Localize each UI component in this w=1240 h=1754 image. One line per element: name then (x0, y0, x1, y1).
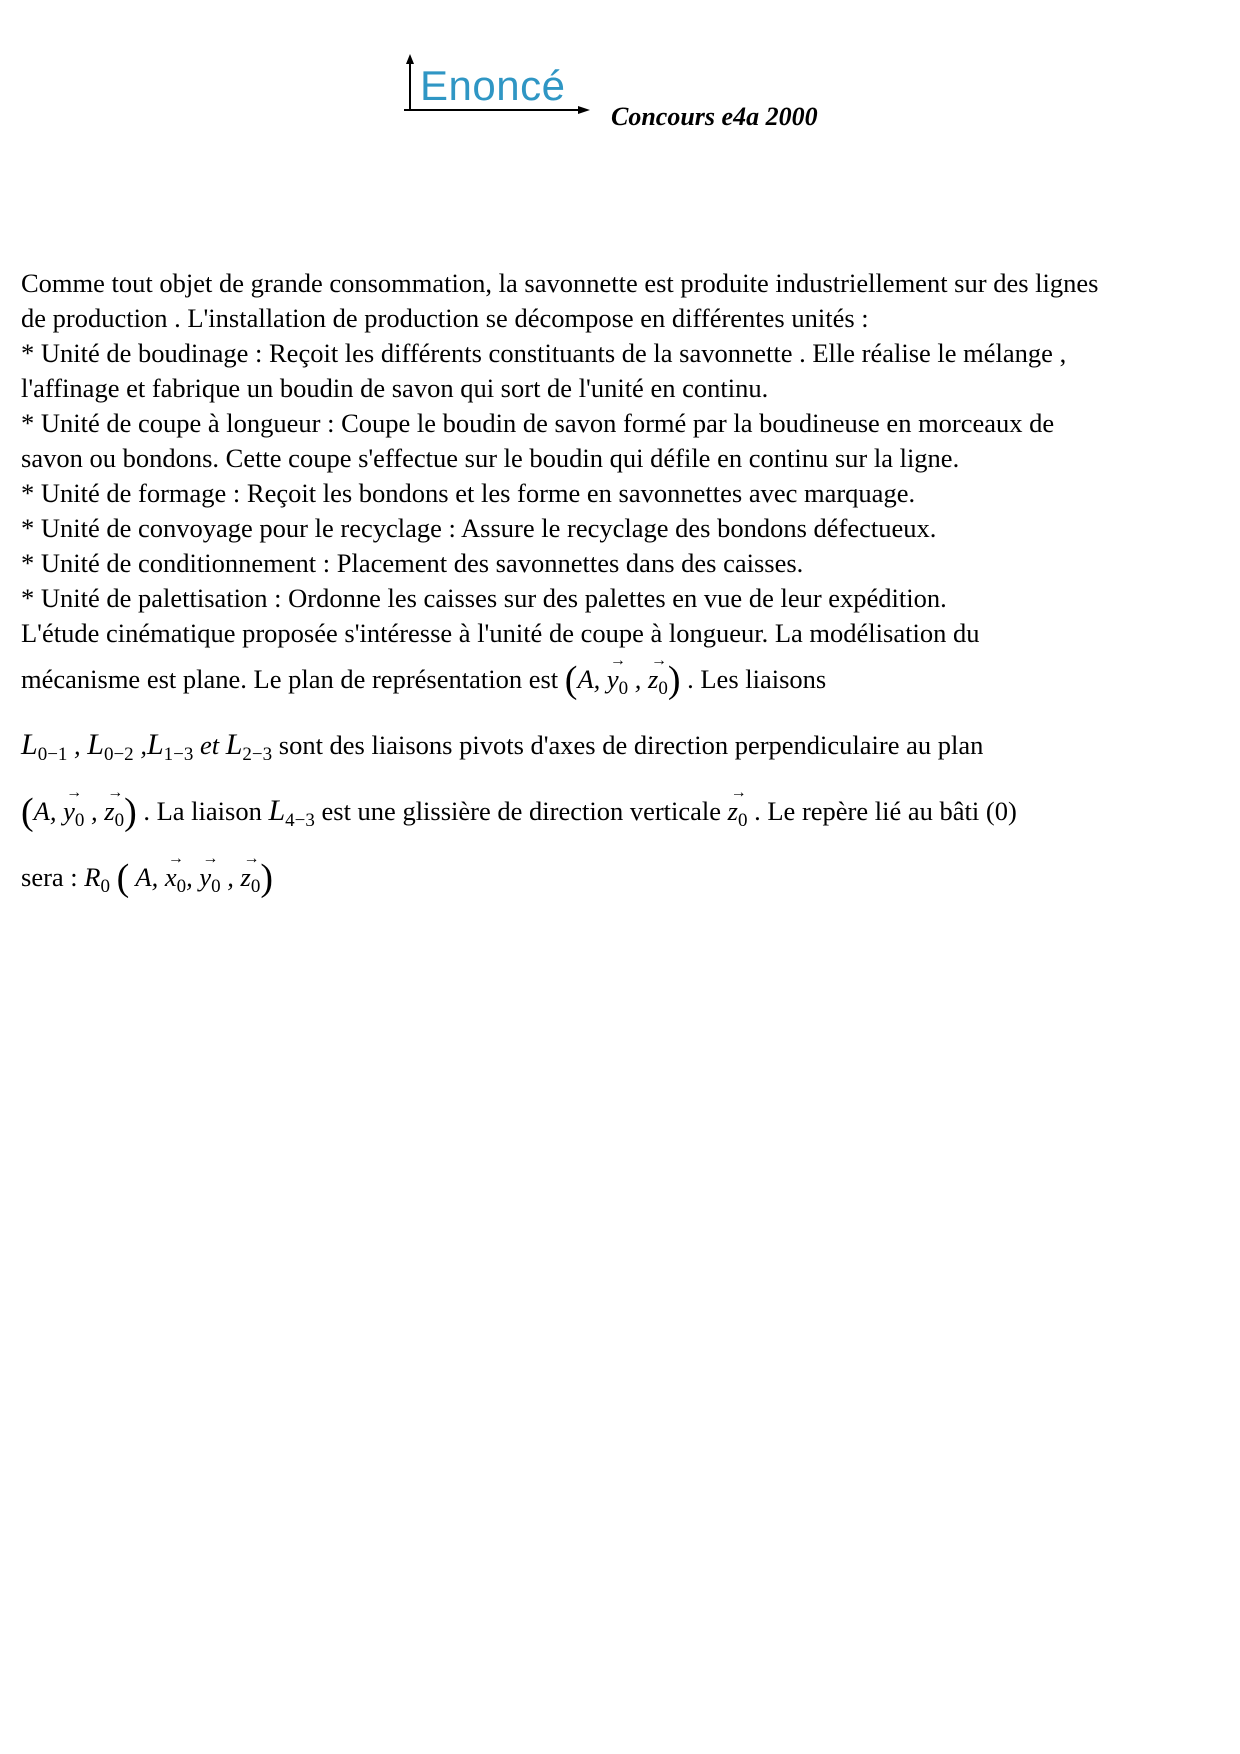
contest-title: Concours e4a 2000 (611, 102, 818, 131)
sera-text: sera : (21, 862, 78, 892)
page-header (400, 52, 860, 142)
statement-body (21, 266, 1221, 915)
unit-line: l'affinage et fabrique un boudin de savon qui sort de l'unité en continu. (21, 373, 769, 403)
plane-formula: (A, → $y_0$ , → $z_0$) (21, 796, 137, 826)
liaisons-text: . Les liaisons (687, 664, 827, 694)
unit-line: * Unité de convoyage pour le recyclage : Assure le recyclage des bondons défectueux. (21, 513, 937, 543)
enonce-logo (400, 52, 600, 124)
plane-text: mécanisme est plane. Le plan de représentation est (21, 664, 559, 694)
unit-line: savon ou bondons. Cette coupe s'effectue sur le boudin qui défile en continu sur la ligne. (21, 443, 960, 473)
unit-line: * Unité de conditionnement : Placement des savonnettes dans des caisses. (21, 548, 804, 578)
z0-vector: → $z_0$ (728, 796, 748, 826)
study-line-slide (21, 783, 1221, 849)
slide-text: est une glissière de direction verticale (321, 796, 722, 826)
liaison-text: . La liaison (143, 796, 262, 826)
unit-line: * Unité de coupe à longueur : Coupe le boudin de savon formé par la boudineuse en morceaux de (21, 408, 1055, 438)
study-line-frame (21, 849, 1221, 915)
liaison-43: $L_{4-3}$ (268, 794, 315, 831)
study-line-pivots (21, 717, 1221, 783)
unit-line: * Unité de formage : Reçoit les bondons et les forme en savonnettes avec marquage. (21, 478, 916, 508)
logo-text: Enoncé (420, 62, 566, 109)
intro-line: de production . L'installation de production se décompose en différentes unités : (21, 303, 869, 333)
unit-line: * Unité de boudinage : Reçoit les différents constituants de la savonnette . Elle réalise le mélange , (21, 338, 1067, 368)
frame-text: . Le repère lié au bâti (0) (754, 796, 1017, 826)
liaison-list: $L_{0-1}$ , $L_{0-2}$ $,L_{1-3}$ et $L_{2-3}$ (21, 728, 273, 765)
pivot-text: sont des liaisons pivots d'axes de direction perpendiculaire au plan (278, 730, 984, 760)
plane-formula: (A, → $y_0$ , → $z_0$) (565, 664, 681, 694)
frame-formula: $R_0$ ( A, → $x_0$, → $y_0$ , → $z_0$) (84, 862, 273, 892)
intro-line: Comme tout objet de grande consommation, la savonnette est produite industriellement sur des lignes (21, 268, 1099, 298)
study-line: L'étude cinématique proposée s'intéresse à l'unité de coupe à longueur. La modélisation du (21, 618, 980, 648)
unit-line: * Unité de palettisation : Ordonne les caisses sur des palettes en vue de leur expédition. (21, 583, 947, 613)
study-line-plane (21, 651, 1221, 717)
